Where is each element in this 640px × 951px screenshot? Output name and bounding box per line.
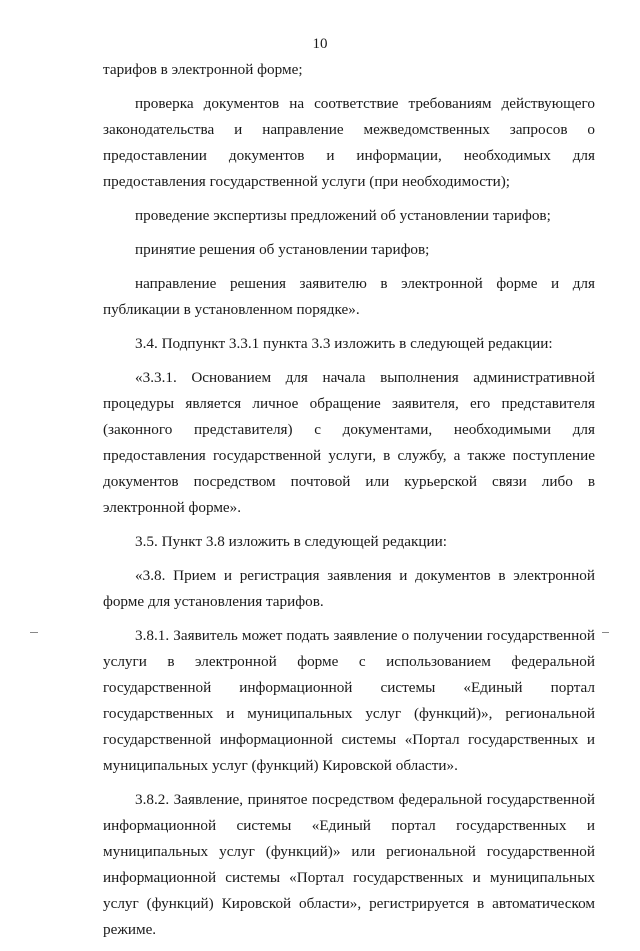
paragraph-item-3-5: 3.5. Пункт 3.8 изложить в следующей редакции: xyxy=(135,533,448,550)
scan-mark-left xyxy=(30,632,38,633)
paragraph-expertise: проведение экспертизы предложений об установлении тарифов; xyxy=(135,207,551,224)
paragraph-item-3-8-1: 3.8.1. Заявитель может подать заявление о получении государственной услуги в электронной форме с использованием федеральной государственной информационной системы «Единый портал государственных и муниципальных услуг (функций)», региональной государственной информационной системы «Портал государственных и муниципальных услуг (функций) Кировской области». xyxy=(103,627,595,774)
paragraph-item-3-8: «3.8. Прием и регистрация заявления и документов в электронной форме для установления тарифов. xyxy=(103,567,595,610)
paragraph-continuation: тарифов в электронной форме; xyxy=(103,61,303,78)
paragraph-sending-decision: направление решения заявителю в электронной форме и для публикации в установленном порядке». xyxy=(103,275,595,318)
paragraph-item-3-3-1: «3.3.1. Основанием для начала выполнения административной процедуры является личное обращение заявителя, его представителя (законного представителя) с документами, необходимыми для предоставления государственной услуги, в службу, а также поступление документов посредством почтовой или курьерской связи либо в электронной форме». xyxy=(103,369,595,516)
paragraph-item-3-4: 3.4. Подпункт 3.3.1 пункта 3.3 изложить в следующей редакции: xyxy=(135,335,553,352)
paragraph-item-3-8-2: 3.8.2. Заявление, принятое посредством федеральной государственной информационной системы «Единый портал государственных и муниципальных услуг (функций)» или региональной государственной информационной системы «Портал государственных и муниципальных услуг (функций) Кировской области», регистрируется в автоматическом режиме. xyxy=(103,791,595,938)
document-body xyxy=(103,57,595,951)
page-number: 10 xyxy=(312,36,328,52)
scan-mark-right xyxy=(602,632,609,633)
paragraph-decision: принятие решения об установлении тарифов; xyxy=(135,241,430,258)
paragraph-document-check: проверка документов на соответствие требованиям действующего законодательства и направление межведомственных запросов о предоставлении документов и информации, необходимых для предоставления государственной услуги (при необходимости); xyxy=(103,95,595,190)
